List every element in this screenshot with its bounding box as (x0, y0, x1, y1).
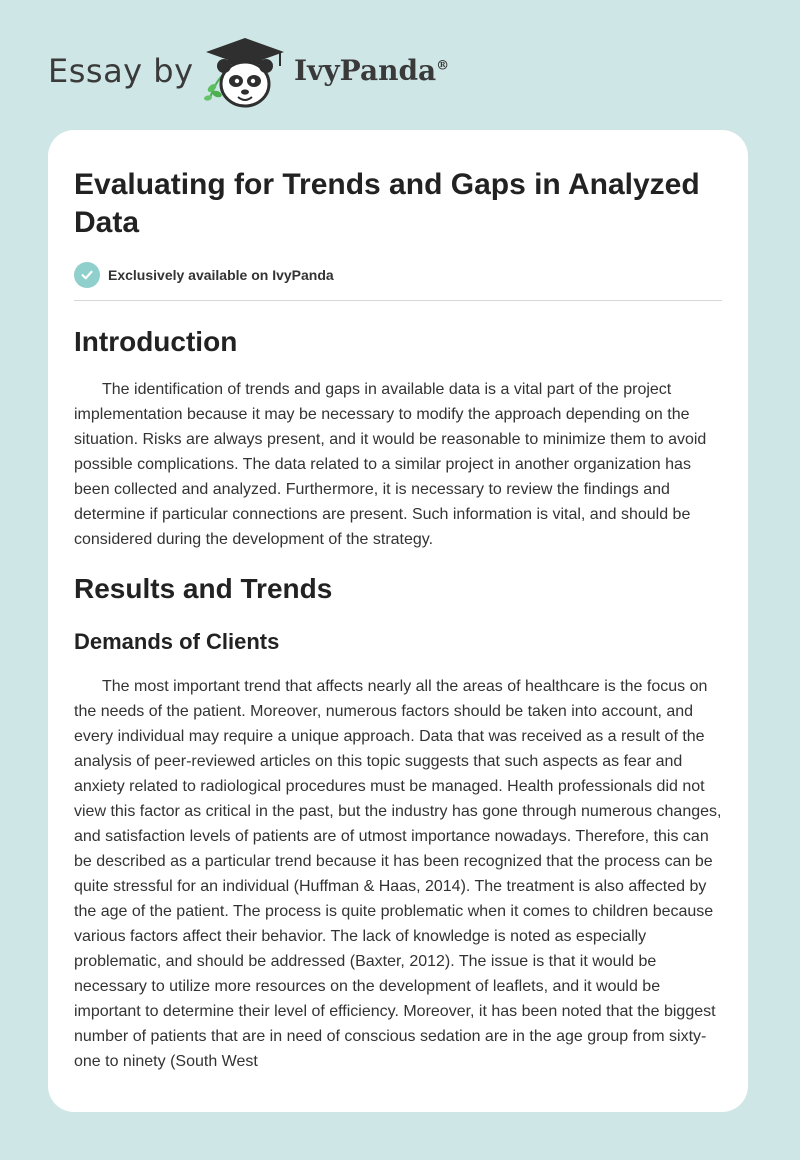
brand-name: IvyPanda® (294, 54, 450, 87)
divider (74, 300, 722, 301)
article-content (74, 166, 722, 1074)
demands-paragraph: The most important trend that affects nearly all the areas of healthcare is the focus on the needs of the patient. Moreover, numerous factors should be taken into account, and every individual may require a unique approach. Data that was received as a result of the analysis of peer-reviewed articles on this topic suggests that such aspects as fear and anxiety related to radiological procedures must be managed. Health professionals did not view this factor as critical in the past, but the industry has gone through numerous changes, and satisfaction levels of patients are of utmost importance nowadays. Therefore, this can be described as a particular trend because it has been recognized that the process can be quite stressful for an individual (Huffman & Haas, 2014). The treatment is also affected by the age of the patient. The process is quite problematic when it comes to children because various factors affect their behavior. The lack of knowledge is noted as especially problematic, and should be addressed (Baxter, 2012). The issue is that it would be necessary to utilize more resources on the development of leaflets, and it would be important to determine their level of efficiency. Moreover, it has been noted that the biggest number of patients that are in need of conscious sedation are in the age group from sixty-one to ninety (South West (74, 678, 722, 1070)
exclusive-badge (74, 262, 722, 288)
article-card (48, 130, 748, 1112)
exclusive-label: Exclusively available on IvyPanda (108, 267, 334, 283)
check-icon (74, 262, 100, 288)
article-title: Evaluating for Trends and Gaps in Analyzed Data (74, 168, 700, 239)
brand-prefix: Essay by (48, 52, 194, 90)
brand-header (0, 0, 800, 130)
introduction-paragraph: The identification of trends and gaps in available data is a vital part of the project implementation because it may be necessary to modify the approach depending on the situation. Risks are always present, and it would be reasonable to minimize them to avoid possible complications. The data related to a similar project in another organization has been collected and analyzed. Furthermore, it is necessary to review the findings and determine if particular connections are present. Such information is vital, and should be considered during the development of the strategy. (74, 381, 707, 548)
results-heading: Results and Trends (74, 573, 333, 604)
introduction-heading: Introduction (74, 326, 238, 357)
panda-graduate-icon (200, 36, 290, 112)
demands-subheading: Demands of Clients (74, 629, 280, 654)
